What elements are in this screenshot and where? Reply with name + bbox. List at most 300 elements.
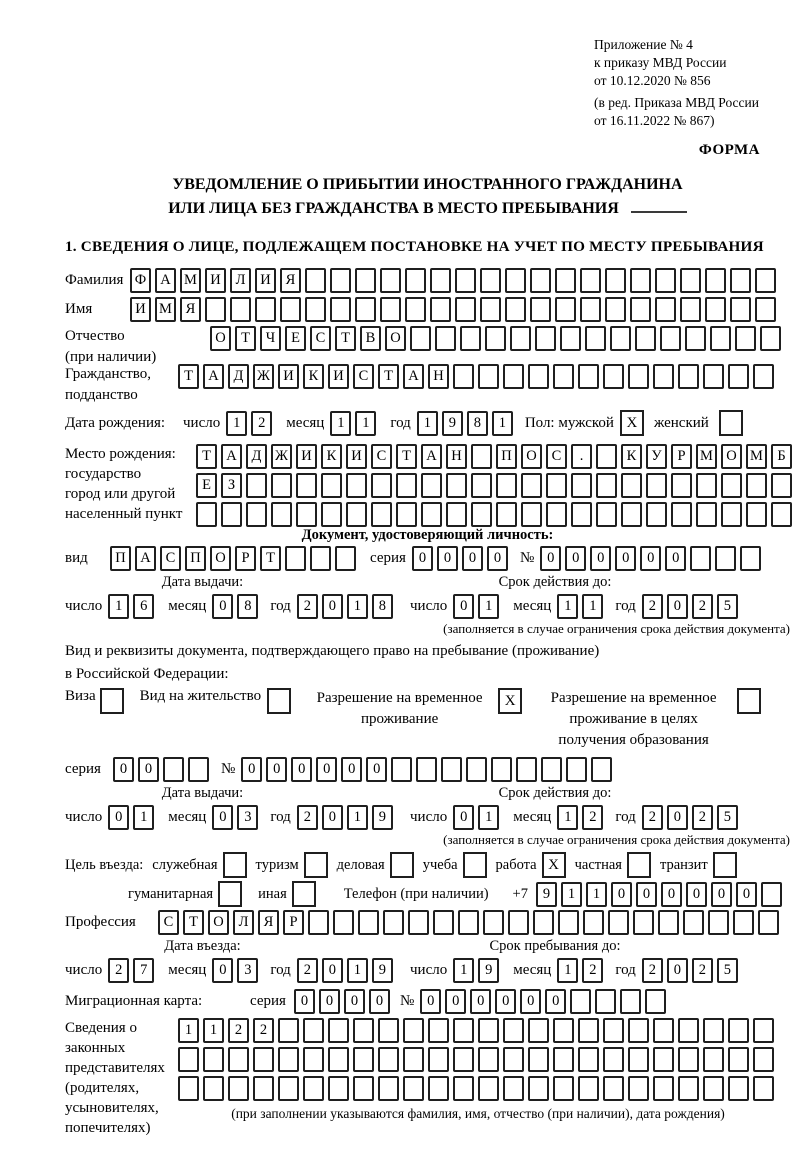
char-cell[interactable]: Т	[178, 364, 199, 389]
char-cell[interactable]	[571, 473, 592, 498]
char-cell[interactable]: 2	[297, 594, 318, 619]
char-cell[interactable]	[333, 910, 354, 935]
char-cell[interactable]: 0	[462, 546, 483, 571]
char-cell[interactable]	[541, 757, 562, 782]
char-cell[interactable]	[620, 989, 641, 1014]
char-cell[interactable]	[755, 297, 776, 322]
char-cell[interactable]	[496, 473, 517, 498]
char-cell[interactable]	[696, 502, 717, 527]
char-cell[interactable]	[453, 1076, 474, 1101]
char-cell[interactable]: 0	[667, 594, 688, 619]
char-cell[interactable]	[328, 1018, 349, 1043]
char-cell[interactable]	[280, 297, 301, 322]
char-cell[interactable]	[653, 1018, 674, 1043]
purpose-work-checkbox[interactable]: X	[542, 852, 566, 878]
char-cell[interactable]: В	[360, 326, 381, 351]
char-cell[interactable]	[358, 910, 379, 935]
char-cell[interactable]	[405, 268, 426, 293]
char-cell[interactable]: Р	[671, 444, 692, 469]
char-cell[interactable]	[621, 473, 642, 498]
char-cell[interactable]	[471, 502, 492, 527]
char-cell[interactable]	[553, 1076, 574, 1101]
char-cell[interactable]: И	[130, 297, 151, 322]
char-cell[interactable]	[753, 1047, 774, 1072]
char-cell[interactable]	[371, 473, 392, 498]
char-cell[interactable]	[378, 1018, 399, 1043]
char-cell[interactable]	[735, 326, 756, 351]
char-cell[interactable]	[410, 326, 431, 351]
char-cell[interactable]	[580, 268, 601, 293]
char-cell[interactable]: Р	[283, 910, 304, 935]
char-cell[interactable]: 0	[113, 757, 134, 782]
char-cell[interactable]	[355, 297, 376, 322]
char-cell[interactable]	[163, 757, 184, 782]
char-cell[interactable]: С	[546, 444, 567, 469]
char-cell[interactable]: Л	[230, 268, 251, 293]
char-cell[interactable]: И	[255, 268, 276, 293]
char-cell[interactable]	[628, 1018, 649, 1043]
char-cell[interactable]: Н	[428, 364, 449, 389]
purpose-other-checkbox[interactable]	[292, 881, 316, 907]
char-cell[interactable]: К	[321, 444, 342, 469]
char-cell[interactable]: 1	[557, 805, 578, 830]
char-cell[interactable]	[503, 1047, 524, 1072]
char-cell[interactable]	[503, 364, 524, 389]
char-cell[interactable]	[253, 1076, 274, 1101]
char-cell[interactable]: С	[160, 546, 181, 571]
char-cell[interactable]: К	[621, 444, 642, 469]
char-cell[interactable]: 2	[692, 958, 713, 983]
purpose-business-checkbox[interactable]	[390, 852, 414, 878]
char-cell[interactable]	[603, 1018, 624, 1043]
char-cell[interactable]: 0	[590, 546, 611, 571]
char-cell[interactable]	[355, 268, 376, 293]
char-cell[interactable]	[553, 1047, 574, 1072]
char-cell[interactable]: М	[746, 444, 767, 469]
char-cell[interactable]	[646, 502, 667, 527]
char-cell[interactable]: Т	[183, 910, 204, 935]
char-cell[interactable]	[753, 364, 774, 389]
char-cell[interactable]	[596, 444, 617, 469]
char-cell[interactable]	[285, 546, 306, 571]
char-cell[interactable]	[330, 297, 351, 322]
char-cell[interactable]	[371, 502, 392, 527]
char-cell[interactable]	[535, 326, 556, 351]
char-cell[interactable]	[546, 502, 567, 527]
char-cell[interactable]	[391, 757, 412, 782]
char-cell[interactable]	[178, 1047, 199, 1072]
char-cell[interactable]: 2	[228, 1018, 249, 1043]
char-cell[interactable]	[678, 1047, 699, 1072]
char-cell[interactable]: 0	[667, 958, 688, 983]
char-cell[interactable]: 2	[642, 594, 663, 619]
char-cell[interactable]	[603, 364, 624, 389]
char-cell[interactable]: 0	[212, 805, 233, 830]
char-cell[interactable]	[728, 1076, 749, 1101]
char-cell[interactable]	[560, 326, 581, 351]
char-cell[interactable]	[353, 1076, 374, 1101]
char-cell[interactable]	[635, 326, 656, 351]
char-cell[interactable]: С	[310, 326, 331, 351]
char-cell[interactable]	[430, 268, 451, 293]
char-cell[interactable]	[403, 1076, 424, 1101]
char-cell[interactable]	[553, 364, 574, 389]
char-cell[interactable]: 5	[717, 594, 738, 619]
char-cell[interactable]	[580, 297, 601, 322]
char-cell[interactable]: О	[210, 546, 231, 571]
char-cell[interactable]	[510, 326, 531, 351]
char-cell[interactable]	[346, 502, 367, 527]
char-cell[interactable]	[496, 502, 517, 527]
char-cell[interactable]	[728, 364, 749, 389]
char-cell[interactable]: Д	[228, 364, 249, 389]
char-cell[interactable]	[478, 1047, 499, 1072]
char-cell[interactable]: 9	[372, 805, 393, 830]
char-cell[interactable]	[708, 910, 729, 935]
char-cell[interactable]: 1	[347, 958, 368, 983]
char-cell[interactable]: 1	[586, 882, 607, 907]
char-cell[interactable]	[591, 757, 612, 782]
char-cell[interactable]: 9	[372, 958, 393, 983]
char-cell[interactable]: 1	[453, 958, 474, 983]
char-cell[interactable]	[296, 502, 317, 527]
char-cell[interactable]	[378, 1047, 399, 1072]
char-cell[interactable]	[771, 473, 792, 498]
char-cell[interactable]	[730, 268, 751, 293]
char-cell[interactable]: 5	[717, 805, 738, 830]
char-cell[interactable]: Я	[180, 297, 201, 322]
char-cell[interactable]: 0	[615, 546, 636, 571]
char-cell[interactable]	[253, 1047, 274, 1072]
char-cell[interactable]	[478, 1018, 499, 1043]
char-cell[interactable]: 0	[686, 882, 707, 907]
char-cell[interactable]	[310, 546, 331, 571]
char-cell[interactable]	[608, 910, 629, 935]
char-cell[interactable]: 0	[565, 546, 586, 571]
purpose-study-checkbox[interactable]	[463, 852, 487, 878]
char-cell[interactable]	[671, 473, 692, 498]
char-cell[interactable]: 5	[717, 958, 738, 983]
char-cell[interactable]	[705, 297, 726, 322]
char-cell[interactable]: 1	[108, 594, 129, 619]
char-cell[interactable]	[530, 297, 551, 322]
char-cell[interactable]	[595, 989, 616, 1014]
char-cell[interactable]	[753, 1018, 774, 1043]
char-cell[interactable]	[655, 297, 676, 322]
char-cell[interactable]	[278, 1076, 299, 1101]
purpose-transit-checkbox[interactable]	[713, 852, 737, 878]
char-cell[interactable]	[480, 268, 501, 293]
char-cell[interactable]: Ф	[130, 268, 151, 293]
char-cell[interactable]: 8	[372, 594, 393, 619]
char-cell[interactable]	[703, 1047, 724, 1072]
char-cell[interactable]	[483, 910, 504, 935]
char-cell[interactable]: 0	[540, 546, 561, 571]
char-cell[interactable]	[753, 1076, 774, 1101]
char-cell[interactable]: М	[155, 297, 176, 322]
char-cell[interactable]: 0	[322, 594, 343, 619]
char-cell[interactable]	[255, 297, 276, 322]
char-cell[interactable]: 2	[253, 1018, 274, 1043]
char-cell[interactable]	[628, 1076, 649, 1101]
char-cell[interactable]	[578, 1018, 599, 1043]
char-cell[interactable]	[655, 268, 676, 293]
visa-checkbox[interactable]	[100, 688, 124, 714]
char-cell[interactable]: Я	[280, 268, 301, 293]
char-cell[interactable]	[446, 473, 467, 498]
char-cell[interactable]	[378, 1076, 399, 1101]
char-cell[interactable]: 1	[203, 1018, 224, 1043]
char-cell[interactable]	[680, 268, 701, 293]
char-cell[interactable]: 1	[478, 594, 499, 619]
char-cell[interactable]: 0	[487, 546, 508, 571]
char-cell[interactable]	[578, 364, 599, 389]
char-cell[interactable]: 1	[226, 411, 247, 436]
char-cell[interactable]: 0	[640, 546, 661, 571]
char-cell[interactable]	[710, 326, 731, 351]
char-cell[interactable]	[228, 1047, 249, 1072]
char-cell[interactable]: 1	[417, 411, 438, 436]
char-cell[interactable]	[278, 1018, 299, 1043]
char-cell[interactable]	[585, 326, 606, 351]
char-cell[interactable]	[546, 473, 567, 498]
char-cell[interactable]	[460, 326, 481, 351]
char-cell[interactable]: 1	[557, 958, 578, 983]
char-cell[interactable]	[653, 1047, 674, 1072]
char-cell[interactable]: 8	[237, 594, 258, 619]
char-cell[interactable]: 1	[347, 805, 368, 830]
char-cell[interactable]	[383, 910, 404, 935]
char-cell[interactable]	[205, 297, 226, 322]
char-cell[interactable]: 1	[178, 1018, 199, 1043]
char-cell[interactable]	[396, 473, 417, 498]
char-cell[interactable]	[278, 1047, 299, 1072]
char-cell[interactable]: 1	[561, 882, 582, 907]
char-cell[interactable]	[570, 989, 591, 1014]
char-cell[interactable]: Н	[446, 444, 467, 469]
char-cell[interactable]	[380, 297, 401, 322]
char-cell[interactable]	[728, 1018, 749, 1043]
char-cell[interactable]	[771, 502, 792, 527]
char-cell[interactable]	[646, 473, 667, 498]
char-cell[interactable]: 0	[316, 757, 337, 782]
char-cell[interactable]: Т	[335, 326, 356, 351]
char-cell[interactable]: Ч	[260, 326, 281, 351]
char-cell[interactable]	[528, 1018, 549, 1043]
char-cell[interactable]	[605, 297, 626, 322]
char-cell[interactable]	[428, 1047, 449, 1072]
char-cell[interactable]: О	[385, 326, 406, 351]
char-cell[interactable]	[558, 910, 579, 935]
char-cell[interactable]: 2	[251, 411, 272, 436]
char-cell[interactable]: 0	[322, 805, 343, 830]
char-cell[interactable]: А	[421, 444, 442, 469]
char-cell[interactable]	[271, 502, 292, 527]
char-cell[interactable]	[758, 910, 779, 935]
char-cell[interactable]	[721, 502, 742, 527]
char-cell[interactable]: М	[180, 268, 201, 293]
char-cell[interactable]	[308, 910, 329, 935]
char-cell[interactable]	[680, 297, 701, 322]
char-cell[interactable]	[528, 1047, 549, 1072]
char-cell[interactable]: 2	[297, 805, 318, 830]
char-cell[interactable]: 9	[478, 958, 499, 983]
char-cell[interactable]	[603, 1047, 624, 1072]
char-cell[interactable]: О	[521, 444, 542, 469]
char-cell[interactable]	[703, 1018, 724, 1043]
char-cell[interactable]: С	[353, 364, 374, 389]
char-cell[interactable]	[630, 268, 651, 293]
char-cell[interactable]	[621, 502, 642, 527]
char-cell[interactable]	[610, 326, 631, 351]
char-cell[interactable]: 3	[237, 958, 258, 983]
char-cell[interactable]	[678, 1018, 699, 1043]
char-cell[interactable]	[730, 297, 751, 322]
char-cell[interactable]: И	[346, 444, 367, 469]
char-cell[interactable]	[583, 910, 604, 935]
char-cell[interactable]	[633, 910, 654, 935]
char-cell[interactable]: С	[158, 910, 179, 935]
char-cell[interactable]	[466, 757, 487, 782]
char-cell[interactable]	[433, 910, 454, 935]
char-cell[interactable]: 0	[520, 989, 541, 1014]
char-cell[interactable]: 0	[266, 757, 287, 782]
char-cell[interactable]	[678, 1076, 699, 1101]
char-cell[interactable]	[503, 1018, 524, 1043]
char-cell[interactable]: 0	[667, 805, 688, 830]
char-cell[interactable]	[596, 502, 617, 527]
char-cell[interactable]: А	[221, 444, 242, 469]
char-cell[interactable]	[603, 1076, 624, 1101]
char-cell[interactable]: 1	[478, 805, 499, 830]
char-cell[interactable]: 2	[582, 958, 603, 983]
char-cell[interactable]	[455, 268, 476, 293]
char-cell[interactable]	[480, 297, 501, 322]
char-cell[interactable]: 0	[412, 546, 433, 571]
char-cell[interactable]	[328, 1047, 349, 1072]
char-cell[interactable]: 0	[366, 757, 387, 782]
char-cell[interactable]: Т	[260, 546, 281, 571]
char-cell[interactable]: 2	[642, 958, 663, 983]
char-cell[interactable]	[671, 502, 692, 527]
char-cell[interactable]	[721, 473, 742, 498]
char-cell[interactable]: У	[646, 444, 667, 469]
char-cell[interactable]: 0	[437, 546, 458, 571]
char-cell[interactable]	[715, 546, 736, 571]
char-cell[interactable]: 2	[692, 594, 713, 619]
char-cell[interactable]: Т	[196, 444, 217, 469]
char-cell[interactable]	[653, 364, 674, 389]
char-cell[interactable]: А	[203, 364, 224, 389]
char-cell[interactable]	[408, 910, 429, 935]
char-cell[interactable]: И	[205, 268, 226, 293]
char-cell[interactable]: 0	[319, 989, 340, 1014]
char-cell[interactable]: Б	[771, 444, 792, 469]
char-cell[interactable]	[528, 1076, 549, 1101]
char-cell[interactable]	[703, 364, 724, 389]
purpose-private-checkbox[interactable]	[627, 852, 651, 878]
char-cell[interactable]	[221, 502, 242, 527]
char-cell[interactable]	[228, 1076, 249, 1101]
char-cell[interactable]	[305, 297, 326, 322]
char-cell[interactable]: П	[185, 546, 206, 571]
purpose-humanitarian-checkbox[interactable]	[218, 881, 242, 907]
char-cell[interactable]	[630, 297, 651, 322]
char-cell[interactable]	[303, 1047, 324, 1072]
char-cell[interactable]: К	[303, 364, 324, 389]
char-cell[interactable]	[553, 1018, 574, 1043]
char-cell[interactable]	[196, 502, 217, 527]
char-cell[interactable]: Л	[233, 910, 254, 935]
char-cell[interactable]: 0	[470, 989, 491, 1014]
char-cell[interactable]	[485, 326, 506, 351]
char-cell[interactable]	[571, 502, 592, 527]
char-cell[interactable]	[346, 473, 367, 498]
char-cell[interactable]: П	[496, 444, 517, 469]
char-cell[interactable]	[521, 502, 542, 527]
sex-female-checkbox[interactable]	[719, 410, 743, 436]
char-cell[interactable]: Е	[285, 326, 306, 351]
char-cell[interactable]	[471, 473, 492, 498]
char-cell[interactable]	[578, 1047, 599, 1072]
char-cell[interactable]	[203, 1047, 224, 1072]
char-cell[interactable]	[578, 1076, 599, 1101]
char-cell[interactable]	[178, 1076, 199, 1101]
char-cell[interactable]	[296, 473, 317, 498]
char-cell[interactable]	[188, 757, 209, 782]
char-cell[interactable]: 1	[492, 411, 513, 436]
char-cell[interactable]	[555, 297, 576, 322]
char-cell[interactable]	[335, 546, 356, 571]
char-cell[interactable]: 0	[212, 958, 233, 983]
char-cell[interactable]: 0	[611, 882, 632, 907]
char-cell[interactable]	[441, 757, 462, 782]
char-cell[interactable]: 2	[108, 958, 129, 983]
char-cell[interactable]	[330, 268, 351, 293]
char-cell[interactable]: 2	[297, 958, 318, 983]
char-cell[interactable]	[328, 1076, 349, 1101]
char-cell[interactable]: 1	[330, 411, 351, 436]
char-cell[interactable]: 0	[212, 594, 233, 619]
char-cell[interactable]	[305, 268, 326, 293]
char-cell[interactable]	[530, 268, 551, 293]
char-cell[interactable]: 0	[453, 805, 474, 830]
char-cell[interactable]: 0	[711, 882, 732, 907]
char-cell[interactable]: 0	[291, 757, 312, 782]
char-cell[interactable]	[396, 502, 417, 527]
char-cell[interactable]	[566, 757, 587, 782]
char-cell[interactable]	[435, 326, 456, 351]
char-cell[interactable]: И	[296, 444, 317, 469]
char-cell[interactable]: Я	[258, 910, 279, 935]
char-cell[interactable]: 9	[442, 411, 463, 436]
char-cell[interactable]: 1	[582, 594, 603, 619]
char-cell[interactable]: 0	[341, 757, 362, 782]
char-cell[interactable]	[478, 1076, 499, 1101]
char-cell[interactable]: 0	[736, 882, 757, 907]
char-cell[interactable]: М	[696, 444, 717, 469]
char-cell[interactable]	[685, 326, 706, 351]
char-cell[interactable]	[760, 326, 781, 351]
char-cell[interactable]: И	[278, 364, 299, 389]
char-cell[interactable]: Т	[235, 326, 256, 351]
char-cell[interactable]	[453, 1018, 474, 1043]
char-cell[interactable]	[705, 268, 726, 293]
char-cell[interactable]: 3	[237, 805, 258, 830]
char-cell[interactable]: 1	[557, 594, 578, 619]
char-cell[interactable]: О	[721, 444, 742, 469]
char-cell[interactable]	[505, 297, 526, 322]
